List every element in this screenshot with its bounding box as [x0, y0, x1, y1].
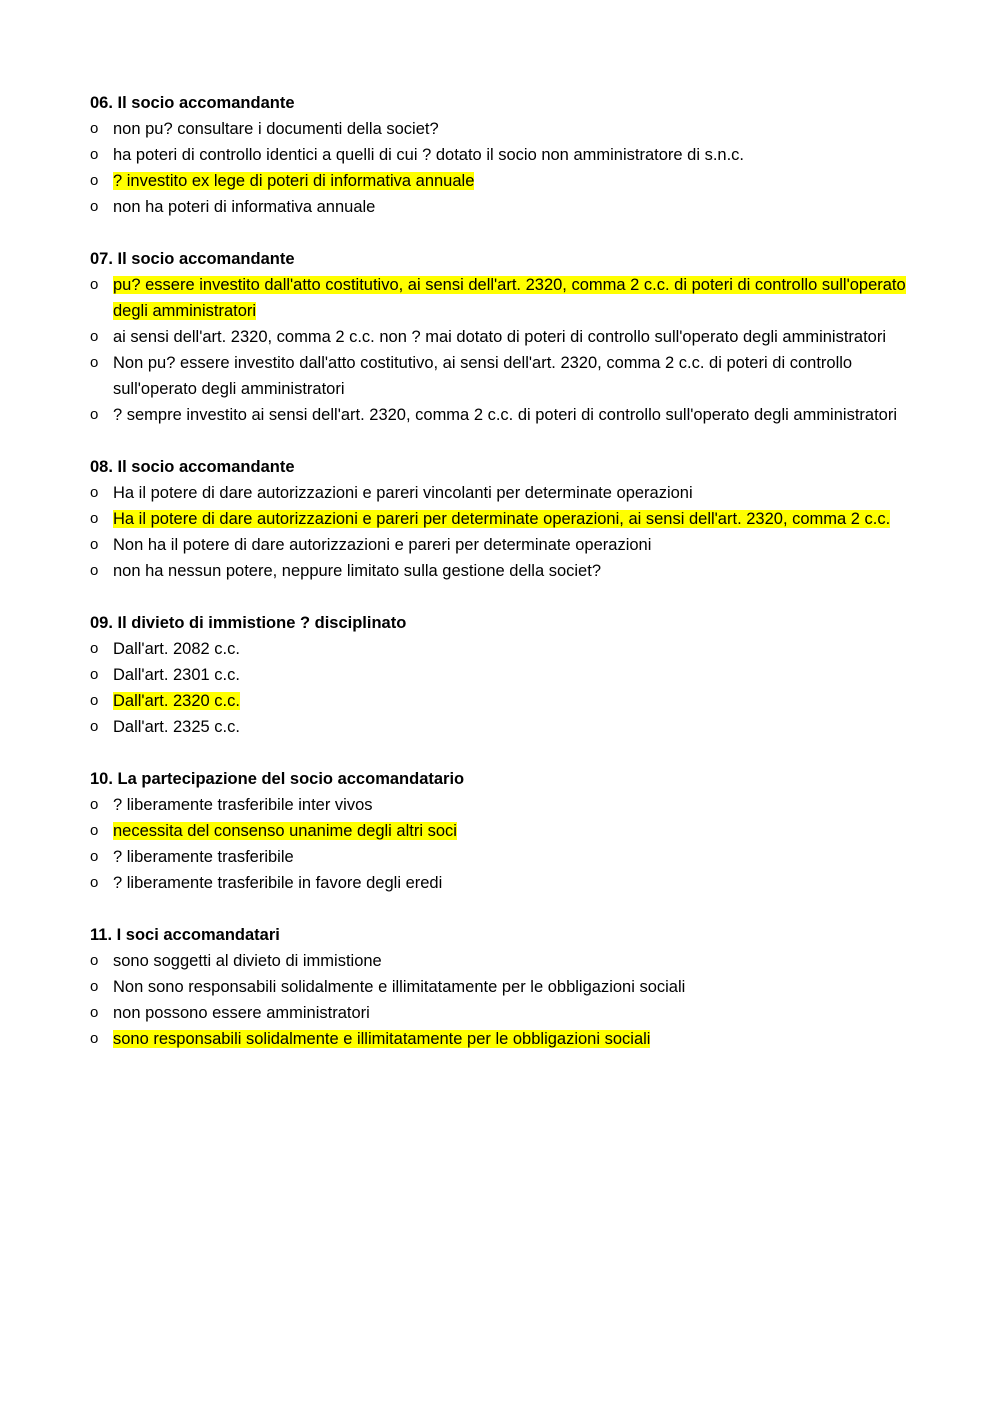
answer-text: ai sensi dell'art. 2320, comma 2 c.c. non ? mai dotato di poteri di controllo sull'operato degli amministratori: [113, 328, 887, 346]
circle-bullet-icon: o: [90, 718, 99, 735]
circle-bullet-icon: o: [90, 666, 99, 683]
question-block: [90, 90, 920, 220]
question-title: 10. La partecipazione del socio accomandatario: [90, 770, 465, 788]
circle-bullet-icon: o: [90, 1030, 99, 1047]
circle-bullet-icon: o: [90, 406, 99, 423]
answer-option: [90, 844, 920, 870]
circle-bullet-icon: o: [90, 796, 99, 813]
answer-text-highlighted: necessita del consenso unanime degli altri soci: [113, 822, 457, 840]
question-title: 07. Il socio accomandante: [90, 250, 295, 268]
circle-bullet-icon: o: [90, 146, 99, 163]
question-title: 09. Il divieto di immistione ? disciplinato: [90, 614, 407, 632]
answer-option: [90, 818, 920, 844]
answer-text: Dall'art. 2082 c.c.: [113, 640, 240, 658]
answer-option: [90, 168, 920, 194]
question-block: [90, 454, 920, 584]
answer-text: non ha nessun potere, neppure limitato sulla gestione della societ?: [113, 562, 601, 580]
question-block: [90, 766, 920, 896]
question-block: [90, 610, 920, 740]
circle-bullet-icon: o: [90, 198, 99, 215]
answer-option: [90, 558, 920, 584]
document-body: [90, 90, 920, 1078]
answer-text: ? liberamente trasferibile inter vivos: [113, 796, 373, 814]
circle-bullet-icon: o: [90, 640, 99, 657]
answer-option: [90, 688, 920, 714]
answer-option: [90, 714, 920, 740]
answer-option: [90, 506, 920, 532]
circle-bullet-icon: o: [90, 276, 99, 293]
answer-option: [90, 636, 920, 662]
answer-text: Dall'art. 2301 c.c.: [113, 666, 240, 684]
answer-option: [90, 870, 920, 896]
answer-text: non possono essere amministratori: [113, 1004, 370, 1022]
answer-text-highlighted: Dall'art. 2320 c.c.: [113, 692, 240, 710]
answer-text: ? liberamente trasferibile: [113, 848, 294, 866]
circle-bullet-icon: o: [90, 874, 99, 891]
answer-option: [90, 324, 920, 350]
answer-text: non pu? consultare i documenti della societ?: [113, 120, 439, 138]
circle-bullet-icon: o: [90, 354, 99, 371]
answer-option: [90, 116, 920, 142]
answer-text: Ha il potere di dare autorizzazioni e pareri vincolanti per determinate operazioni: [113, 484, 693, 502]
answer-text: Non ha il potere di dare autorizzazioni e pareri per determinate operazioni: [113, 536, 652, 554]
answer-text-highlighted: ? investito ex lege di poteri di informativa annuale: [113, 172, 475, 190]
answer-option: [90, 974, 920, 1000]
circle-bullet-icon: o: [90, 484, 99, 501]
answer-text-highlighted: pu? essere investito dall'atto costitutivo, ai sensi dell'art. 2320, comma 2 c.c. di poteri di controllo sull'operato degli amministratori: [113, 276, 906, 320]
circle-bullet-icon: o: [90, 510, 99, 527]
answer-text: Non sono responsabili solidalmente e illimitatamente per le obbligazioni sociali: [113, 978, 686, 996]
answer-text-highlighted: sono responsabili solidalmente e illimitatamente per le obbligazioni sociali: [113, 1030, 651, 1048]
circle-bullet-icon: o: [90, 172, 99, 189]
answer-option: [90, 662, 920, 688]
answer-text-highlighted: Ha il potere di dare autorizzazioni e pareri per determinate operazioni, ai sensi dell'art. 2320, comma 2 c.c.: [113, 510, 891, 528]
answer-text: sono soggetti al divieto di immistione: [113, 952, 382, 970]
answer-text: Non pu? essere investito dall'atto costitutivo, ai sensi dell'art. 2320, comma 2 c.c. di poteri di controllo sull'operato degli amministratori: [113, 354, 853, 398]
question-title: 11. I soci accomandatari: [90, 926, 280, 944]
answer-option: [90, 1026, 920, 1052]
answer-option: [90, 792, 920, 818]
answer-option: [90, 480, 920, 506]
answer-text: ? liberamente trasferibile in favore degli eredi: [113, 874, 443, 892]
question-block: [90, 922, 920, 1052]
answer-text: non ha poteri di informativa annuale: [113, 198, 376, 216]
circle-bullet-icon: o: [90, 562, 99, 579]
answer-text: ha poteri di controllo identici a quelli di cui ? dotato il socio non amministratore di s.n.c.: [113, 146, 744, 164]
answer-text: ? sempre investito ai sensi dell'art. 2320, comma 2 c.c. di poteri di controllo sull'operato degli amministratori: [113, 406, 897, 424]
answer-option: [90, 350, 920, 402]
answer-option: [90, 402, 920, 428]
circle-bullet-icon: o: [90, 692, 99, 709]
question-title: 08. Il socio accomandante: [90, 458, 295, 476]
answer-option: [90, 272, 920, 324]
answer-option: [90, 1000, 920, 1026]
answer-option: [90, 948, 920, 974]
circle-bullet-icon: o: [90, 1004, 99, 1021]
circle-bullet-icon: o: [90, 952, 99, 969]
circle-bullet-icon: o: [90, 536, 99, 553]
answer-option: [90, 142, 920, 168]
circle-bullet-icon: o: [90, 848, 99, 865]
answer-option: [90, 194, 920, 220]
circle-bullet-icon: o: [90, 120, 99, 137]
question-title: 06. Il socio accomandante: [90, 94, 295, 112]
answer-option: [90, 532, 920, 558]
answer-text: Dall'art. 2325 c.c.: [113, 718, 240, 736]
circle-bullet-icon: o: [90, 822, 99, 839]
circle-bullet-icon: o: [90, 978, 99, 995]
question-block: [90, 246, 920, 428]
circle-bullet-icon: o: [90, 328, 99, 345]
